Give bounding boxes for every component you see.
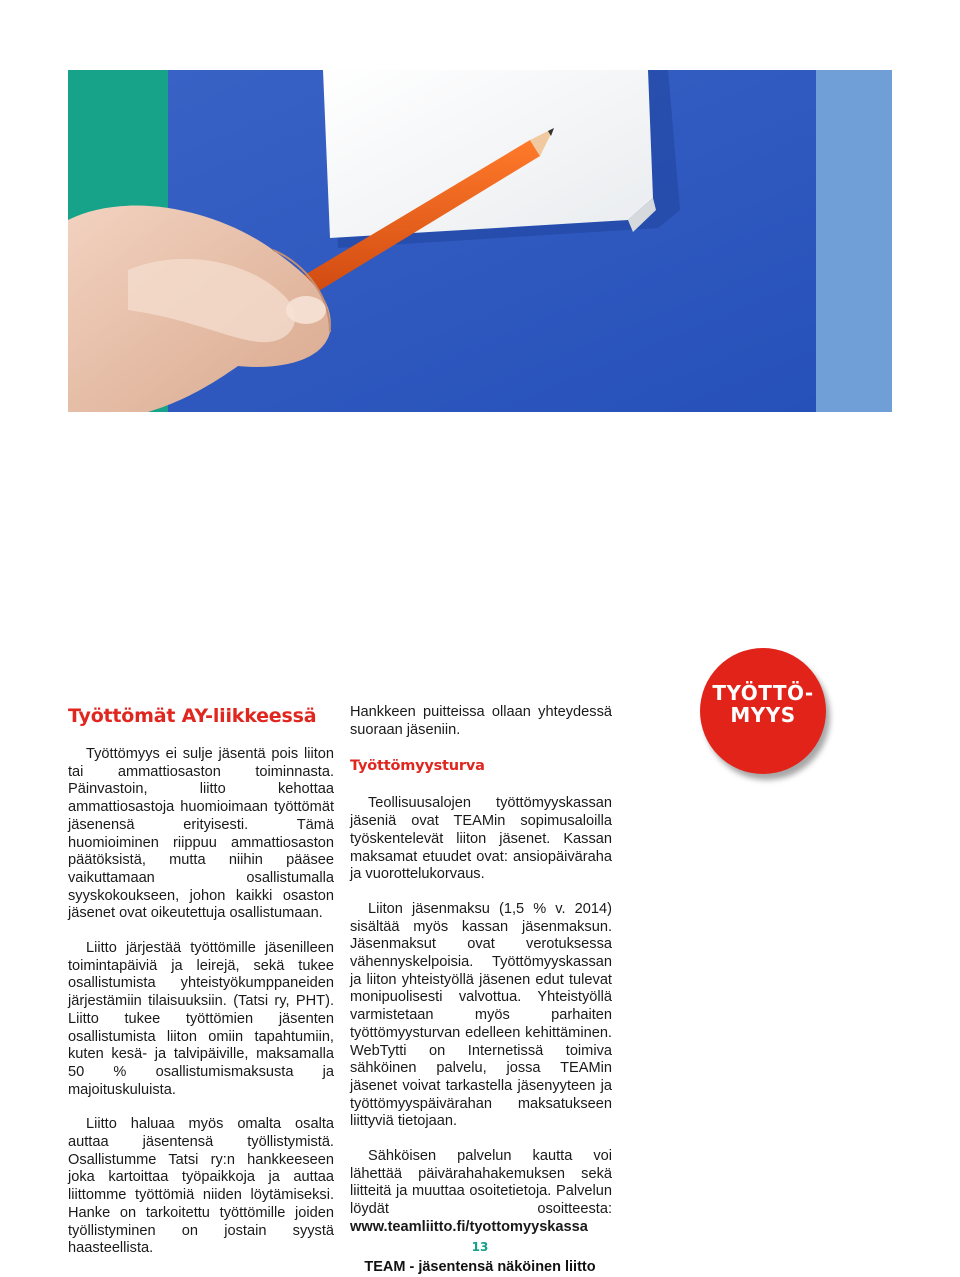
right-column bbox=[350, 704, 612, 1237]
badge-line-1: TYÖTTÖ- bbox=[712, 681, 814, 705]
web-link[interactable]: www.teamliitto.fi/tyottomyyskassa bbox=[350, 1218, 588, 1235]
paragraph: Liitto järjestää työttömille jäsenilleen toimintapäiviä ja leirejä, sekä tukee osallistumista yhteistyökumppaneiden järjestämiin tilaisuuksiin. (Tatsi ry, PHT). Liitto tukee työttömien jäsenten osallistumista liiton omiin tapahtumiin, kuten kesä- ja talvipäiville, maksamalla 50 % osallistumismaksusta ja majoituskuluista. bbox=[68, 940, 334, 1098]
paragraph: Liitto haluaa myös omalta osalta auttaa jäsentensä työllistymistä. Osallistumme Tatsi ry:n hankkeeseen joka kartoittaa työpaikkoja ja auttaa liittomme työttömiä niiden löytämiseksi. Hanke on tarkoitettu työttömille joiden työllistyminen on jostain syystä haasteellista. bbox=[68, 1116, 334, 1257]
page-number: 13 bbox=[471, 1240, 489, 1254]
badge-line-2: MYYS bbox=[730, 703, 796, 727]
paragraph: Työttömyys ei sulje jäsentä pois liiton tai ammattiosaston toiminnasta. Päinvastoin, liitto kehottaa ammattiosastoja huomioimaan työttömät jäsenensä erityisesti. Tämä huomioiminen riippuu ammattiosaston päätöksistä, mutta niihin pääsee vaikuttamaan osallistumalla syyskokoukseen, johon kaikki osaston jäsenet ovat oikeutettuja osallistumaan. bbox=[68, 746, 334, 922]
section-heading-unemployment-security: Työttömyysturva bbox=[350, 758, 485, 775]
paragraph-text: Sähköisen palvelun kautta voi lähettää päivärahahakemuksen sekä liitteitä ja muuttaa osoitetietoja. Palvelun löydät osoitteesta: bbox=[350, 1148, 612, 1218]
hand-writing-illustration bbox=[68, 70, 892, 412]
footer-slogan: TEAM - jäsentensä näköinen liitto bbox=[364, 1259, 596, 1275]
paragraph: Liiton jäsenmaksu (1,5 % v. 2014) sisältää myös kassan jäsenmaksun. Jäsenmaksut ovat verotuksessa vähennyskelpoisia. Työttömyyskassan ja liiton yhteistyöllä jäsenen edut tulevat monipuolisesti valvottua. Yhteistyöllä varmistetaan myös parhaiten työttömyysturvan edelleen kehittäminen. WebTytti on Internetissä toimiva sähköinen palvelu, jossa TEAMin jäsenet voivat tarkastella jäsenyyteen ja työttömyyspäivärahan maksatukseen liittyviä tietojaan. bbox=[350, 900, 612, 1130]
hero-photo bbox=[68, 70, 892, 412]
topic-badge bbox=[700, 648, 826, 774]
left-column bbox=[68, 704, 334, 1258]
section-heading-unemployed: Työttömät AY-liikkeessä bbox=[68, 705, 317, 727]
notepad bbox=[323, 70, 653, 238]
light-blue-band bbox=[816, 70, 892, 412]
paragraph: Teollisuusalojen työttömyyskassan jäseniä ovat TEAMin sopimusaloilla työskentelevät liiton jäsenet. Kassan maksamat etuudet ovat: ansiopäiväraha ja vuorottelukorvaus. bbox=[350, 795, 612, 883]
paragraph bbox=[350, 1148, 612, 1237]
intro-paragraph: Hankkeen puitteissa ollaan yhteydessä suoraan jäseniin. bbox=[350, 704, 612, 738]
